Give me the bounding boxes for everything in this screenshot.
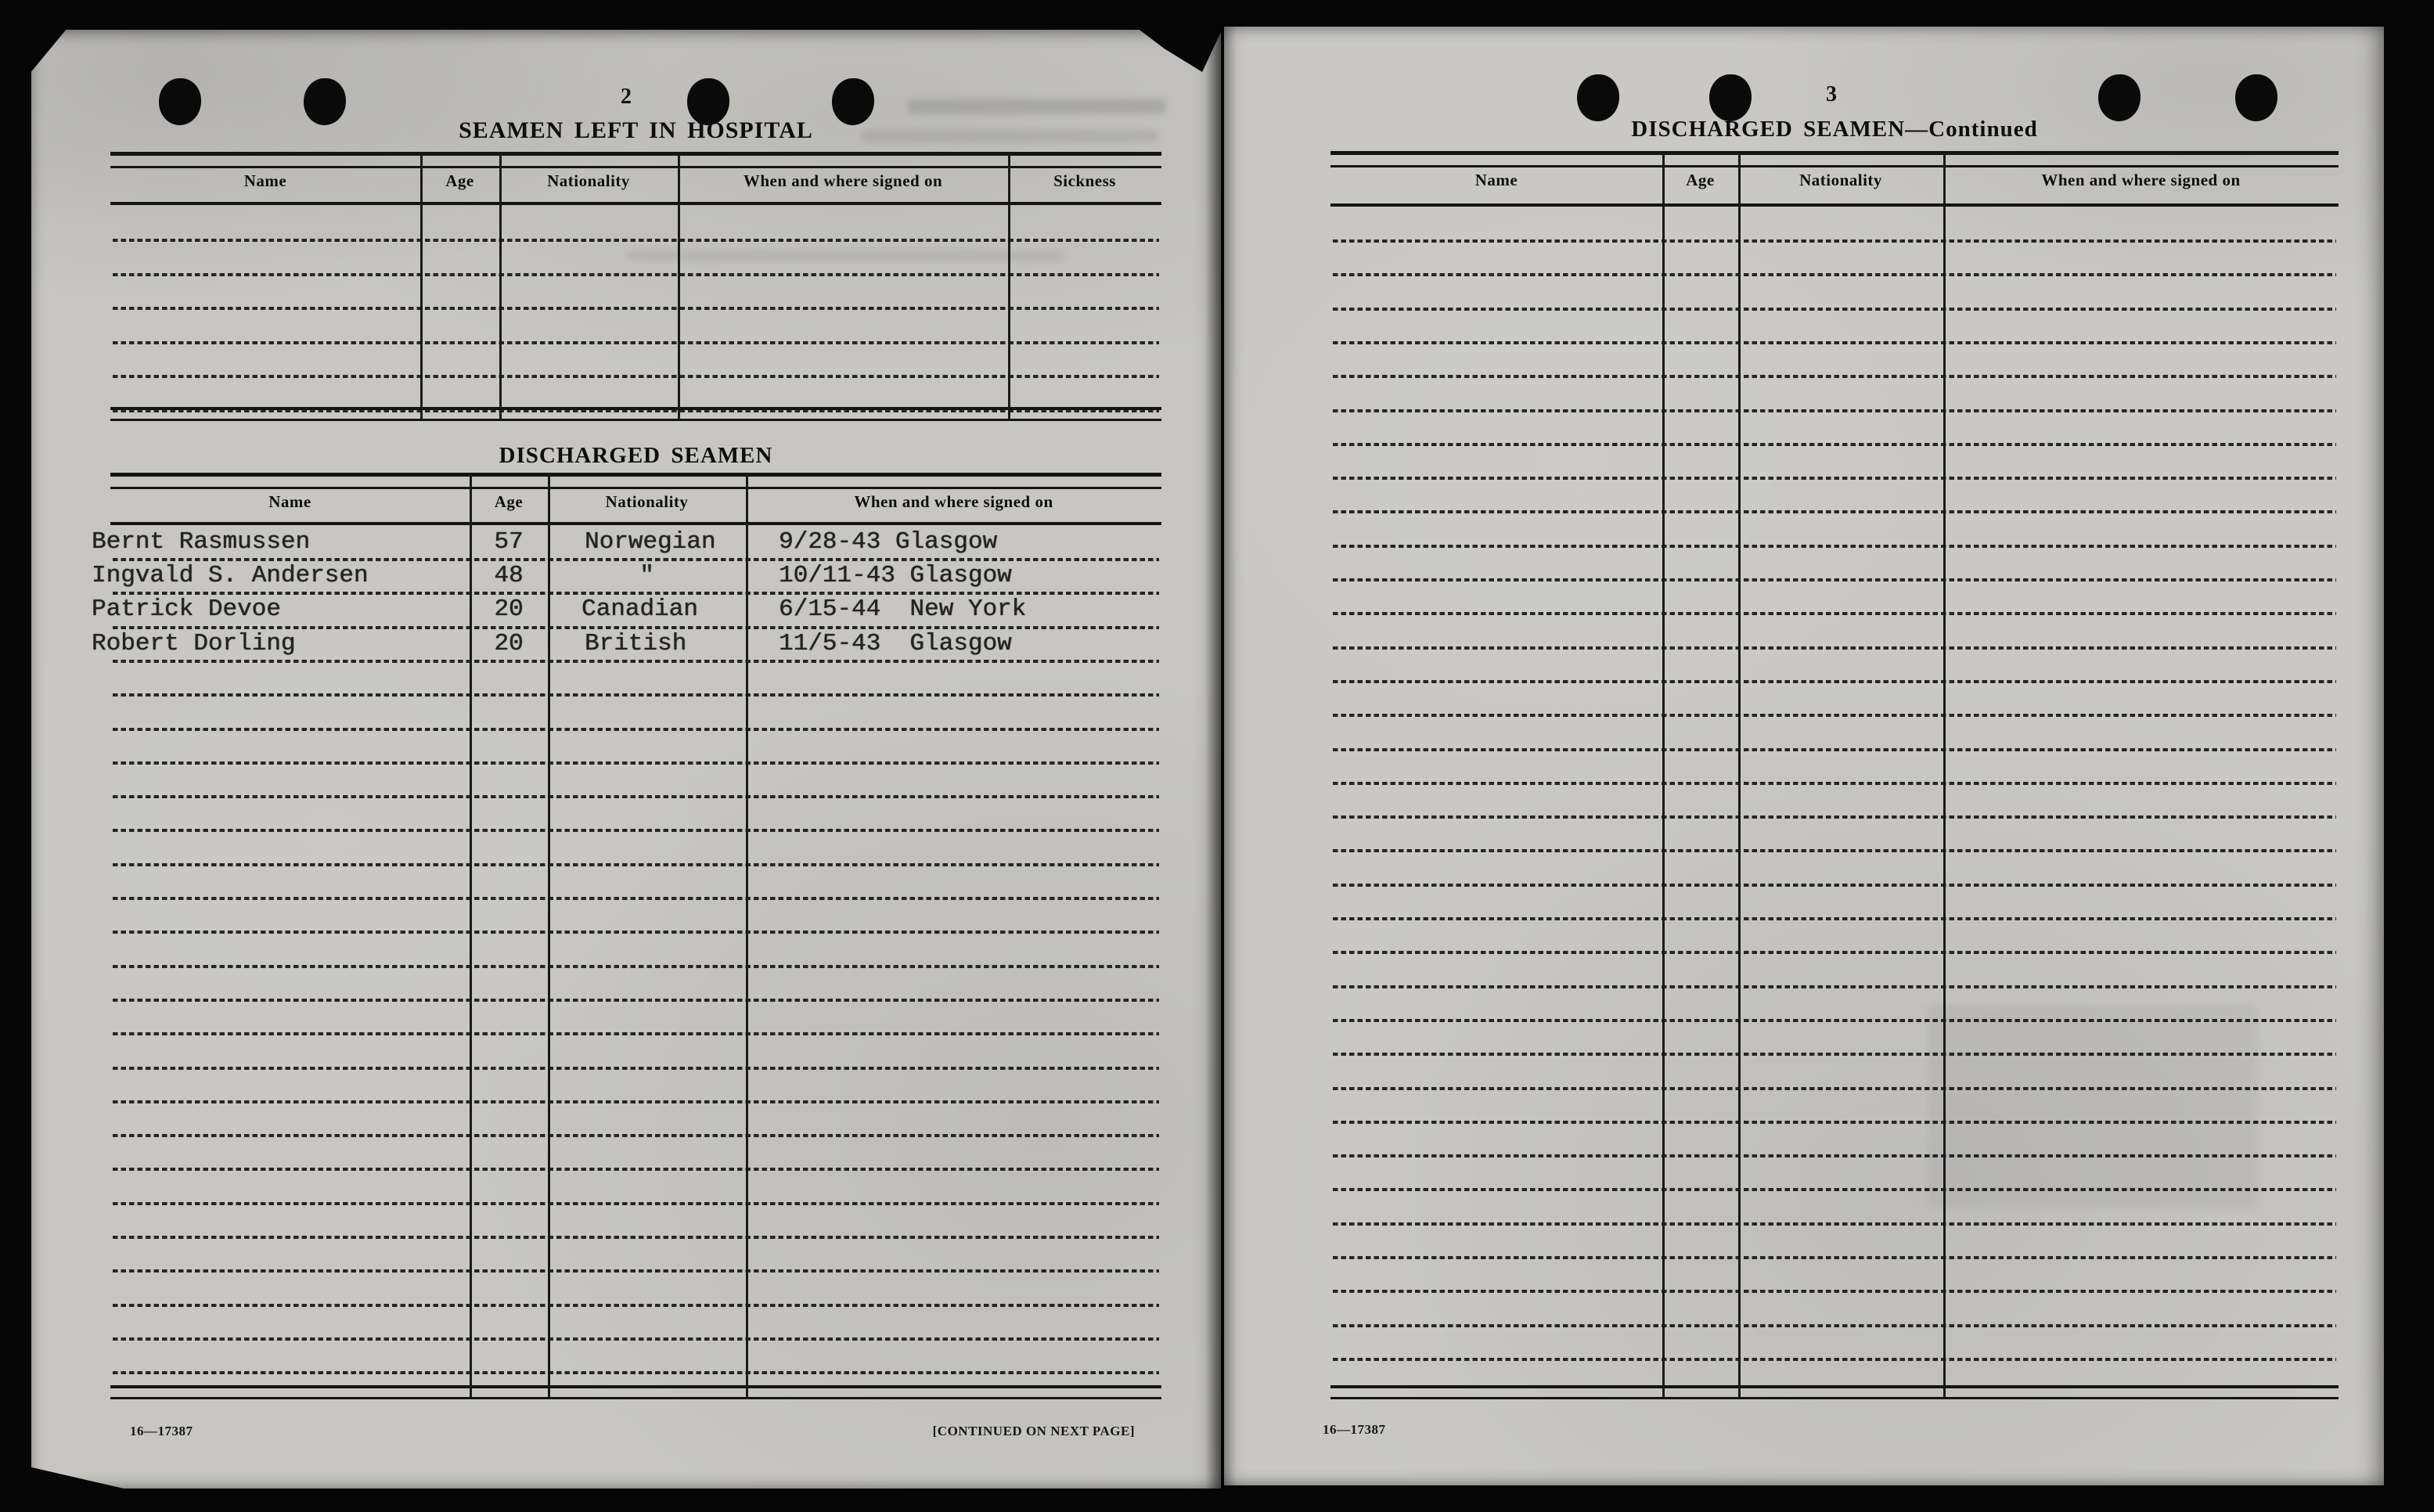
ruled-dotted-line [113,1236,1159,1239]
seaman-nationality: British [585,630,687,657]
right-page [1224,27,2384,1485]
ruled-dotted-line [113,1134,1159,1137]
ruled-dotted-line [113,999,1159,1002]
discharged-table [92,473,1161,1399]
column-header-signed-on: When and where signed on [743,171,943,190]
form-number: 16—17387 [1323,1422,1386,1437]
column-divider [1943,153,1946,1398]
column-header-signed-on: When and where signed on [854,491,1053,511]
column-divider [548,474,550,1398]
header-underline [1330,203,2339,207]
ruled-dotted-line [1333,612,2336,615]
ruled-dotted-line [113,626,1159,629]
ruled-dotted-line [113,1067,1159,1070]
table-bottom-rule [110,1385,1161,1399]
ruled-dotted-line [113,592,1159,595]
ruled-dotted-line [1333,1222,2336,1226]
ruled-dotted-line [113,1202,1159,1205]
seaman-signed-on: 6/15-44 New York [779,596,1027,623]
ruled-dotted-line [113,409,1159,412]
column-divider [1738,153,1741,1398]
ruled-dotted-line [113,897,1159,900]
ruled-dotted-line [113,965,1159,968]
page-gutter-shadow [1205,23,1237,1489]
ruled-dotted-line [113,558,1159,561]
ruled-dotted-line [1333,985,2336,988]
seaman-name: Ingvald S. Andersen [92,562,369,589]
ruled-dotted-line [113,1371,1159,1374]
header-underline [110,522,1161,525]
seaman-signed-on: 10/11-43 Glasgow [779,562,1012,589]
ruled-dotted-line [113,931,1159,934]
ruled-dotted-line [113,795,1159,798]
left-page [31,30,1221,1489]
ruled-dotted-line [1333,409,2336,412]
ruled-dotted-line [113,1100,1159,1103]
punch-hole [1709,74,1752,121]
ink-smudge [861,130,1158,142]
seaman-age: 20 [494,630,524,657]
ruled-dotted-line [1333,748,2336,751]
table-bottom-rule [1330,1385,2339,1399]
seaman-age: 48 [494,562,524,589]
column-header-nationality: Nationality [1799,170,1882,189]
column-divider [1662,153,1665,1398]
ink-smudge [908,99,1166,114]
ruled-dotted-line [1333,341,2336,344]
ruled-dotted-line [1333,917,2336,920]
column-header-sickness: Sickness [1053,171,1116,190]
punch-hole [2098,74,2141,121]
column-header-name: Name [243,171,287,190]
ruled-dotted-line [1333,443,2336,446]
hospital-table-title: SEAMEN LEFT IN HOSPITAL [459,117,813,143]
column-header-age: Age [494,491,524,511]
ruled-dotted-line [1333,884,2336,887]
ruled-dotted-line [1333,545,2336,548]
ruled-dotted-line [1333,1256,2336,1259]
ruled-dotted-line [1333,375,2336,378]
ruled-dotted-line [113,239,1159,242]
ruled-dotted-line [1333,849,2336,852]
ruled-dotted-line [1333,714,2336,717]
ruled-dotted-line [113,1168,1159,1171]
ruled-dotted-line [113,1304,1159,1307]
seaman-name: Patrick Devoe [92,596,281,623]
ruled-dotted-line [1333,239,2336,243]
paper-stain [1928,1005,2257,1208]
punch-hole [1577,74,1619,121]
form-number: 16—17387 [130,1424,193,1438]
page-number: 2 [621,85,632,109]
ruled-dotted-line [1333,646,2336,650]
column-divider [746,474,748,1398]
ruled-dotted-line [1333,273,2336,276]
seaman-name: Robert Dorling [92,630,296,657]
ruled-dotted-line [113,307,1159,310]
ruled-dotted-line [1333,1358,2336,1361]
ruled-dotted-line [1333,477,2336,480]
column-header-age: Age [445,171,474,190]
column-header-name: Name [1474,170,1518,189]
ruled-dotted-line [113,273,1159,276]
hospital-table [110,152,1161,421]
column-header-signed-on: When and where signed on [2041,170,2241,189]
ruled-dotted-line [113,1337,1159,1341]
punch-hole [2235,74,2277,121]
seaman-age: 20 [494,596,524,623]
discharged-table-title: DISCHARGED SEAMEN [499,443,773,468]
ruled-dotted-line [113,341,1159,344]
column-header-age: Age [1686,170,1715,189]
ruled-dotted-line [113,375,1159,378]
ruled-dotted-line [113,660,1159,663]
seaman-name: Bernt Rasmussen [92,528,311,556]
continuation-note: [CONTINUED ON NEXT PAGE] [932,1424,1135,1438]
ruled-dotted-line [1333,782,2336,785]
column-header-name: Name [268,491,311,511]
column-header-nationality: Nationality [605,491,689,511]
ruled-dotted-line [1333,951,2336,954]
ruled-dotted-line [1333,308,2336,311]
ruled-dotted-line [113,863,1159,866]
ruled-dotted-line [113,1269,1159,1273]
seaman-nationality: Canadian [581,596,698,623]
ruled-dotted-line [113,693,1159,697]
ruled-dotted-line [1333,1324,2336,1327]
ruled-dotted-line [113,829,1159,832]
header-underline [110,202,1161,205]
ruled-dotted-line [1333,510,2336,513]
seaman-signed-on: 11/5-43 Glasgow [779,630,1012,657]
ruled-dotted-line [113,728,1159,731]
seaman-nationality: Norwegian [585,528,716,556]
ruled-dotted-line [1333,680,2336,683]
column-header-nationality: Nationality [547,171,630,190]
seaman-signed-on: 9/28-43 Glasgow [779,528,998,556]
ruled-dotted-line [113,761,1159,765]
seaman-nationality-ditto: " [639,562,654,589]
seaman-age: 57 [494,528,524,556]
continued-table [1330,151,2339,1399]
ruled-dotted-line [1333,815,2336,819]
ruled-dotted-line [113,1032,1159,1035]
page-number: 3 [1826,82,1837,106]
ruled-dotted-line [1333,578,2336,581]
ruled-dotted-line [1333,1290,2336,1293]
continued-table-title: DISCHARGED SEAMEN—Continued [1631,117,2038,142]
